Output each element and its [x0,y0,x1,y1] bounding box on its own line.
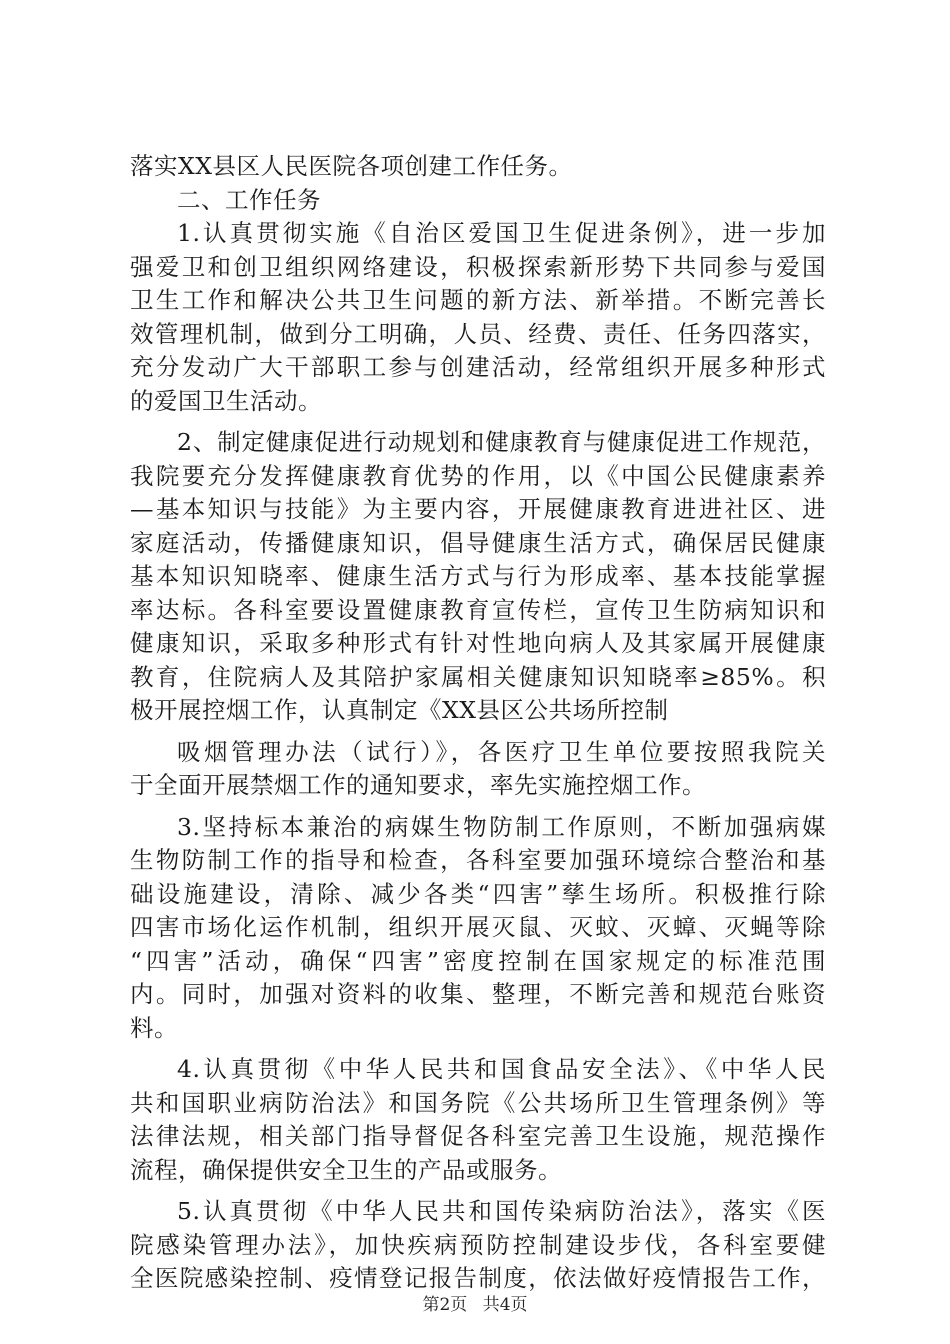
text-line: 吸烟管理办法（试行）》，各医疗卫生单位要按照我院关 [177,737,826,766]
text-line: 料。 [130,1013,178,1042]
page-footer [0,1290,950,1315]
text-line: 1.认真贯彻实施《自治区爱国卫生促进条例》，进一步加 [177,219,826,247]
document-body [130,150,826,1296]
text-line: 础设施建设，清除、减少各类“四害”孳生场所。积极推行除 [130,879,826,908]
page-number: 第2页 [422,1295,468,1315]
text-line: 我院要充分发挥健康教育优势的作用，以《中国公民健康素养 [130,461,826,490]
page-total: 共4页 [482,1295,528,1315]
text-line: 卫生工作和解决公共卫生问题的新方法、新举措。不断完善长 [130,286,826,314]
text-line: 家庭活动，传播健康知识，倡导健康生活方式，确保居民健康 [130,528,826,557]
text-line: 充分发动广大干部职工参与创建活动，经常组织开展多种形式 [130,353,826,381]
text-line: 的爱国卫生活动。 [130,386,322,415]
text-line: 极开展控烟工作，认真制定《XX县区公共场所控制 [130,696,669,724]
text-line: 二、工作任务 [177,185,321,214]
text-line: 于全面开展禁烟工作的通知要求，率先实施控烟工作。 [130,771,706,799]
text-line: 率达标。各科室要设置健康教育宣传栏，宣传卫生防病知识和 [130,595,826,624]
text-line: 院感染管理办法》，加快疾病预防控制建设步伐，各科室要健 [130,1230,826,1259]
text-line: 生物防制工作的指导和检查，各科室要加强环境综合整治和基 [130,846,826,874]
text-line: 内。同时，加强对资料的收集、整理，不断完善和规范台账资 [130,980,826,1008]
text-line: “四害”活动，确保“四害”密度控制在国家规定的标准范围 [130,946,826,975]
text-line: 5.认真贯彻《中华人民共和国传染病防治法》，落实《医 [177,1197,826,1225]
text-line: 效管理机制，做到分工明确，人员、经费、责任、任务四落实， [130,319,826,348]
text-line: 落实XX县区人民医院各项创建工作任务。 [130,152,573,180]
text-line: 3.坚持标本兼治的病媒生物防制工作原则，不断加强病媒 [177,812,826,841]
text-line: 2、制定健康促进行动规划和健康教育与健康促进工作规范， [177,428,826,456]
text-line: 教育，住院病人及其陪护家属相关健康知识知晓率≥85%。积 [130,662,826,691]
text-line: —基本知识与技能》为主要内容，开展健康教育进进社区、进 [130,495,826,523]
text-line: 法律法规，相关部门指导督促各科室完善卫生设施，规范操作 [130,1122,826,1150]
text-line: 健康知识，采取多种形式有针对性地向病人及其家属开展健康 [130,629,826,657]
text-line: 基本知识知晓率、健康生活方式与行为形成率、基本技能掌握 [130,562,826,590]
text-line: 4.认真贯彻《中华人民共和国食品安全法》、《中华人民 [177,1055,826,1083]
text-line: 全医院感染控制、疫情登记报告制度，依法做好疫情报告工作， [130,1264,826,1292]
text-line: 强爱卫和创卫组织网络建设，积极探索新形势下共同参与爱国 [130,252,826,281]
text-line: 共和国职业病防治法》和国务院《公共场所卫生管理条例》等 [130,1088,826,1117]
text-line: 四害市场化运作机制，组织开展灭鼠、灭蚊、灭蟑、灭蝇等除 [130,913,826,941]
text-line: 流程，确保提供安全卫生的产品或服务。 [130,1155,562,1184]
